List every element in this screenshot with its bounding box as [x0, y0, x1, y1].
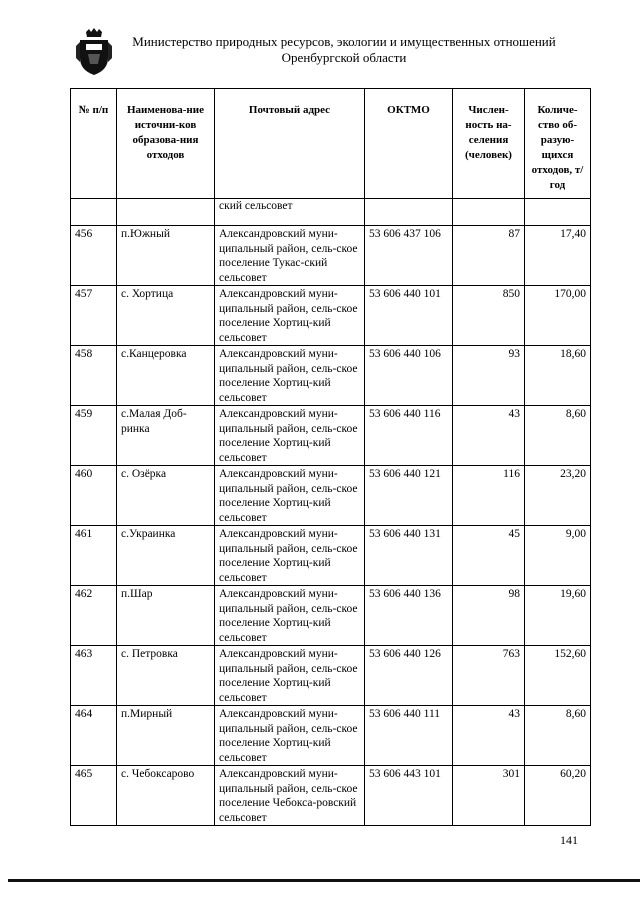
population: 45: [453, 526, 525, 586]
table-row: [71, 226, 591, 286]
waste-amount: 23,20: [525, 466, 591, 526]
population: 850: [453, 286, 525, 346]
row-number: 464: [71, 706, 117, 766]
col-header-source-name: Наименова-ние источни-ков образова-ния отходов: [117, 89, 215, 199]
source-name: с. Чебоксарово: [117, 766, 215, 826]
source-name: с.Украинка: [117, 526, 215, 586]
source-name: п.Шар: [117, 586, 215, 646]
row-number: 462: [71, 586, 117, 646]
waste-amount: 18,60: [525, 346, 591, 406]
waste-amount: 60,20: [525, 766, 591, 826]
population: 87: [453, 226, 525, 286]
source-name: п.Южный: [117, 226, 215, 286]
oktmo-code: 53 606 437 106: [365, 226, 453, 286]
continuation-address: ский сельсовет: [215, 199, 365, 226]
oblast-coat-of-arms-icon: [76, 28, 112, 76]
population: 43: [453, 706, 525, 766]
oktmo-code: 53 606 440 101: [365, 286, 453, 346]
col-header-waste-amount: Количе-ство об-разую-щихся отходов, т/год: [525, 89, 591, 199]
postal-address: Александровский муни-ципальный район, сель-ское поселение Хортиц-кий сельсовет: [215, 526, 365, 586]
source-name: с. Хортица: [117, 286, 215, 346]
postal-address: Александровский муни-ципальный район, сель-ское поселение Хортиц-кий сельсовет: [215, 286, 365, 346]
table-header-row: [71, 89, 591, 199]
row-number: 460: [71, 466, 117, 526]
table-row: [71, 526, 591, 586]
col-header-population: Числен-ность на-селения (человек): [453, 89, 525, 199]
postal-address: Александровский муни-ципальный район, сель-ское поселение Хортиц-кий сельсовет: [215, 406, 365, 466]
postal-address: Александровский муни-ципальный район, сель-ское поселение Хортиц-кий сельсовет: [215, 466, 365, 526]
bottom-rule: [8, 879, 640, 882]
population: 98: [453, 586, 525, 646]
row-number: 459: [71, 406, 117, 466]
row-number: 465: [71, 766, 117, 826]
postal-address: Александровский муни-ципальный район, сель-ское поселение Чебокса-ровский сельсовет: [215, 766, 365, 826]
row-number: 458: [71, 346, 117, 406]
population: 763: [453, 646, 525, 706]
table-row: [71, 466, 591, 526]
continuation-row: [71, 199, 591, 226]
postal-address: Александровский муни-ципальный район, сель-ское поселение Хортиц-кий сельсовет: [215, 646, 365, 706]
row-number: 456: [71, 226, 117, 286]
population: 116: [453, 466, 525, 526]
ministry-header-line1: Министерство природных ресурсов, экологии и имущественных отношений: [132, 34, 556, 49]
oktmo-code: 53 606 443 101: [365, 766, 453, 826]
table-row: [71, 646, 591, 706]
waste-amount: 9,00: [525, 526, 591, 586]
postal-address: Александровский муни-ципальный район, сель-ское поселение Тукас-ский сельсовет: [215, 226, 365, 286]
oktmo-code: 53 606 440 131: [365, 526, 453, 586]
oktmo-code: 53 606 440 106: [365, 346, 453, 406]
population: 43: [453, 406, 525, 466]
table-row: [71, 406, 591, 466]
postal-address: Александровский муни-ципальный район, сель-ское поселение Хортиц-кий сельсовет: [215, 706, 365, 766]
ministry-header-line2: Оренбургской области: [281, 50, 407, 65]
col-header-oktmo: ОКТМО: [365, 89, 453, 199]
postal-address: Александровский муни-ципальный район, сель-ское поселение Хортиц-кий сельсовет: [215, 586, 365, 646]
row-number: 461: [71, 526, 117, 586]
ministry-header: [112, 34, 576, 66]
table-row: [71, 706, 591, 766]
population: 93: [453, 346, 525, 406]
waste-amount: 8,60: [525, 706, 591, 766]
col-header-number: № п/п: [71, 89, 117, 199]
waste-amount: 152,60: [525, 646, 591, 706]
oktmo-code: 53 606 440 111: [365, 706, 453, 766]
oktmo-code: 53 606 440 126: [365, 646, 453, 706]
source-name: п.Мирный: [117, 706, 215, 766]
waste-amount: 8,60: [525, 406, 591, 466]
source-name: с.Канцеровка: [117, 346, 215, 406]
table-row: [71, 286, 591, 346]
waste-amount: 17,40: [525, 226, 591, 286]
source-name: с. Озёрка: [117, 466, 215, 526]
postal-address: Александровский муни-ципальный район, сель-ское поселение Хортиц-кий сельсовет: [215, 346, 365, 406]
source-name: с. Петровка: [117, 646, 215, 706]
oktmo-code: 53 606 440 116: [365, 406, 453, 466]
page-number: 141: [560, 833, 578, 847]
oktmo-code: 53 606 440 136: [365, 586, 453, 646]
waste-amount: 170,00: [525, 286, 591, 346]
waste-sources-table: [70, 88, 591, 826]
table-row: [71, 586, 591, 646]
table-row: [71, 346, 591, 406]
waste-amount: 19,60: [525, 586, 591, 646]
source-name: с.Малая Доб-ринка: [117, 406, 215, 466]
table-row: [71, 766, 591, 826]
oktmo-code: 53 606 440 121: [365, 466, 453, 526]
row-number: 457: [71, 286, 117, 346]
col-header-postal-address: Почтовый адрес: [215, 89, 365, 199]
population: 301: [453, 766, 525, 826]
row-number: 463: [71, 646, 117, 706]
